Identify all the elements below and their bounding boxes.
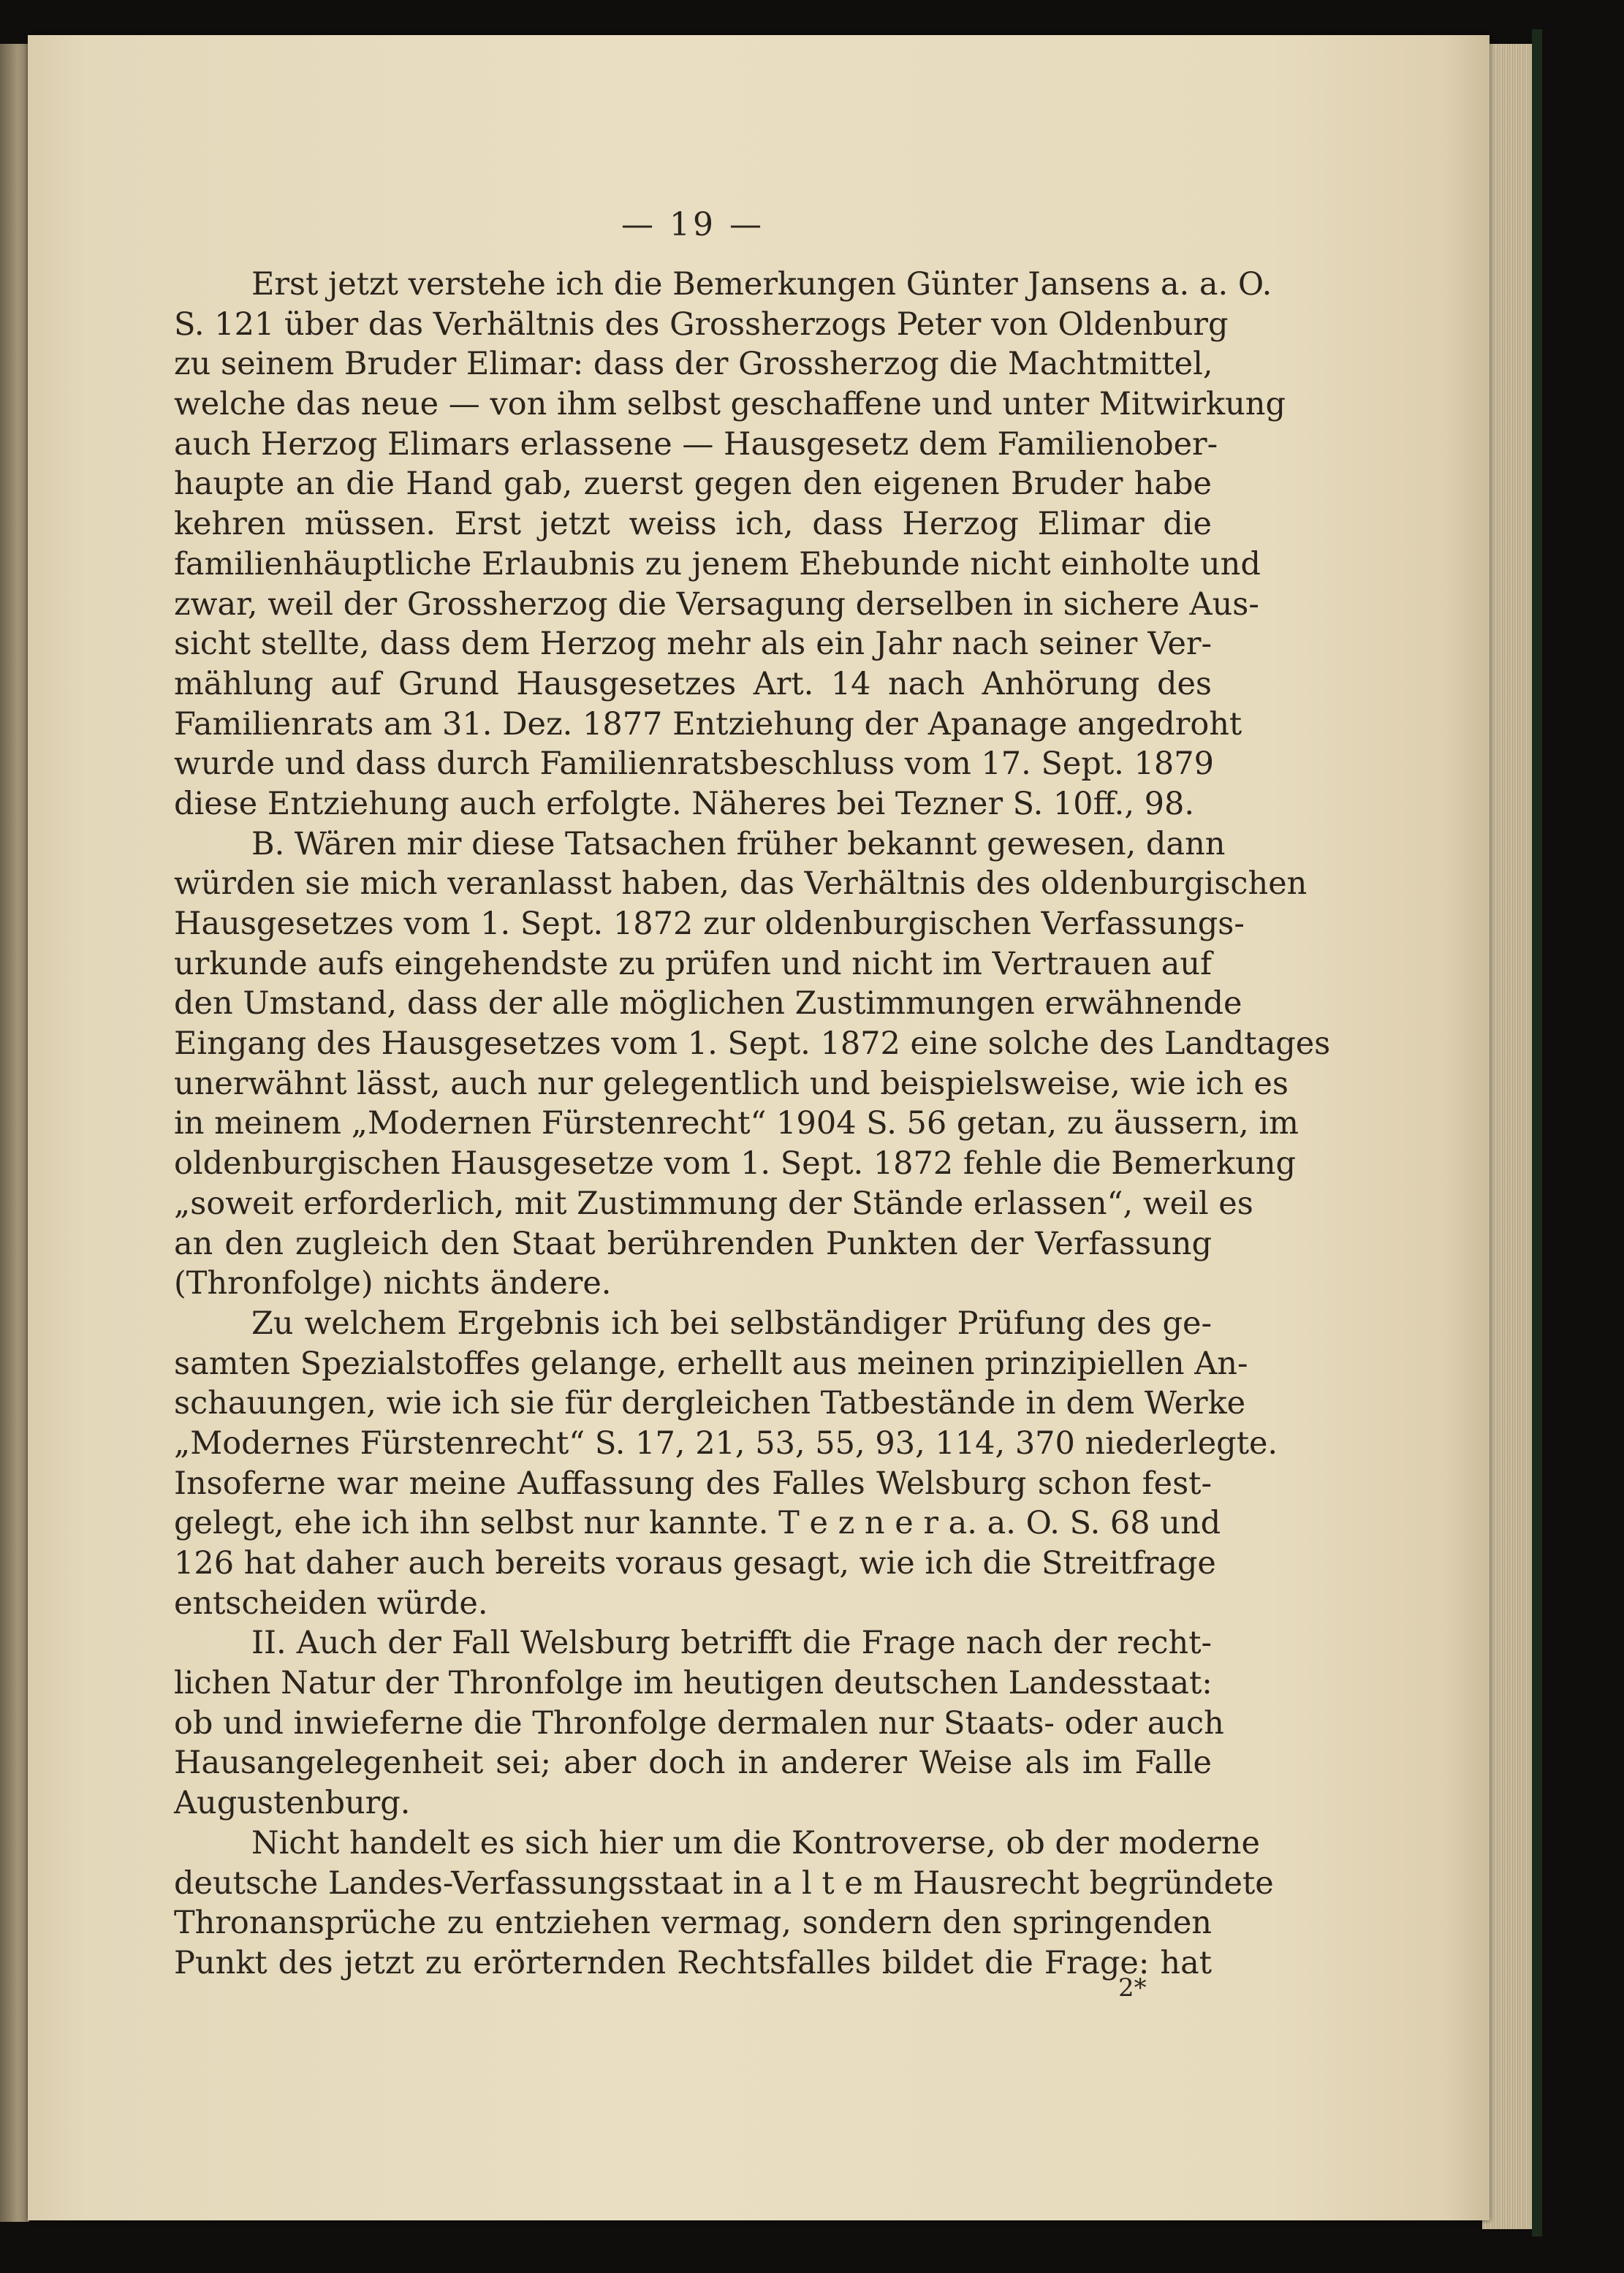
text-line: „soweit erforderlich, mit Zustimmung der Stände erlassen“, weil es: [174, 1185, 1253, 1222]
text-line: in meinem „Modernen Fürstenrecht“ 1904 S. 56 getan, zu äussern, im: [174, 1105, 1299, 1142]
text-line: an den zugleich den Staat berührenden Punkten der Verfassung: [174, 1225, 1212, 1262]
text-line: Hausangelegenheit sei; aber doch in anderer Weise als im Falle: [174, 1745, 1212, 1782]
body-text: [174, 265, 1331, 1984]
text-line: S. 121 über das Verhältnis des Grossherzogs Peter von Oldenburg: [174, 306, 1229, 343]
text-line: lichen Natur der Thronfolge im heutigen deutschen Landesstaat:: [174, 1665, 1213, 1702]
page-stack-edges: [1482, 44, 1532, 2229]
text-line: Nicht handelt es sich hier um die Kontroverse, ob der moderne: [251, 1824, 1260, 1862]
previous-page-edge: [0, 44, 29, 2222]
text-line: samten Spezialstoffes gelange, erhellt aus meinen prinzipiellen An-: [174, 1345, 1248, 1382]
text-line: Hausgesetzes vom 1. Sept. 1872 zur oldenburgischen Verfassungs-: [174, 906, 1245, 942]
text-line: „Modernes Fürstenrecht“ S. 17, 21, 53, 55, 93, 114, 370 niederlegte.: [174, 1424, 1278, 1462]
text-line: welche das neue — von ihm selbst geschaffene und unter Mitwirkung: [174, 386, 1286, 423]
text-line: sicht stellte, dass dem Herzog mehr als ein Jahr nach seiner Ver-: [174, 626, 1212, 663]
text-line: gelegt, ehe ich ihn selbst nur kannte. T e z n e r a. a. O. S. 68 und: [174, 1505, 1221, 1542]
text-line: Insoferne war meine Auffassung des Falles Welsburg schon fest-: [174, 1465, 1212, 1502]
text-line: ob und inwieferne die Thronfolge dermalen nur Staats- oder auch: [174, 1704, 1224, 1742]
signature-mark: 2*: [1118, 1973, 1147, 2003]
text-line: urkunde aufs eingehendste zu prüfen und nicht im Vertrauen auf: [174, 945, 1212, 982]
text-line: 126 hat daher auch bereits voraus gesagt, wie ich die Streitfrage: [174, 1545, 1216, 1582]
text-line: den Umstand, dass der alle möglichen Zustimmungen erwähnende: [174, 985, 1242, 1022]
text-line: schauungen, wie ich sie für dergleichen Tatbestände in dem Werke: [174, 1385, 1246, 1422]
text-line: zwar, weil der Grossherzog die Versagung derselben in sichere Aus-: [174, 585, 1259, 623]
text-line: zu seinem Bruder Elimar: dass der Grossherzog die Machtmittel,: [174, 346, 1213, 383]
text-line: entscheiden würde.: [174, 1585, 488, 1622]
text-line: (Thronfolge) nichts ändere.: [174, 1265, 612, 1302]
text-line: würden sie mich veranlasst haben, das Verhältnis des oldenburgischen: [174, 865, 1308, 903]
text-line: Zu welchem Ergebnis ich bei selbständiger Prüfung des ge-: [251, 1305, 1212, 1342]
text-line: Familienrats am 31. Dez. 1877 Entziehung der Apanage angedroht: [174, 705, 1242, 743]
text-line: haupte an die Hand gab, zuerst gegen den eigenen Bruder habe: [174, 466, 1212, 503]
text-line: Punkt des jetzt zu erörternden Rechtsfalles bildet die Frage: hat: [174, 1944, 1212, 1981]
text-line: B. Wären mir diese Tatsachen früher bekannt gewesen, dann: [251, 825, 1226, 862]
text-line: Thronansprüche zu entziehen vermag, sondern den springenden: [174, 1905, 1212, 1942]
text-line: unerwähnt lässt, auch nur gelegentlich und beispielsweise, wie ich es: [174, 1065, 1289, 1102]
book-binding: [1532, 29, 1542, 2236]
text-line: II. Auch der Fall Welsburg betrifft die Frage nach der recht-: [251, 1625, 1212, 1662]
text-line: mählung auf Grund Hausgesetzes Art. 14 nach Anhörung des: [174, 665, 1212, 702]
text-line: wurde und dass durch Familienratsbeschluss vom 17. Sept. 1879: [174, 745, 1214, 783]
text-line: kehren müssen. Erst jetzt weiss ich, dass Herzog Elimar die: [174, 506, 1212, 543]
text-line: diese Entziehung auch erfolgte. Näheres bei Tezner S. 10ff., 98.: [174, 785, 1195, 822]
text-line: Eingang des Hausgesetzes vom 1. Sept. 1872 eine solche des Landtages: [174, 1025, 1331, 1063]
text-line: deutsche Landes-Verfassungsstaat in a l t e m Hausrecht begründete: [174, 1864, 1274, 1902]
text-line: Augustenburg.: [174, 1785, 411, 1822]
text-line: auch Herzog Elimars erlassene — Hausgesetz dem Familienober-: [174, 425, 1218, 463]
text-line: oldenburgischen Hausgesetze vom 1. Sept. 1872 fehle die Bemerkung: [174, 1145, 1297, 1183]
text-line: Erst jetzt verstehe ich die Bemerkungen Günter Jansens a. a. O.: [251, 266, 1272, 303]
text-line: familienhäuptliche Erlaubnis zu jenem Ehebunde nicht einholte und: [174, 545, 1261, 583]
page-number: — 19 —: [621, 206, 764, 243]
